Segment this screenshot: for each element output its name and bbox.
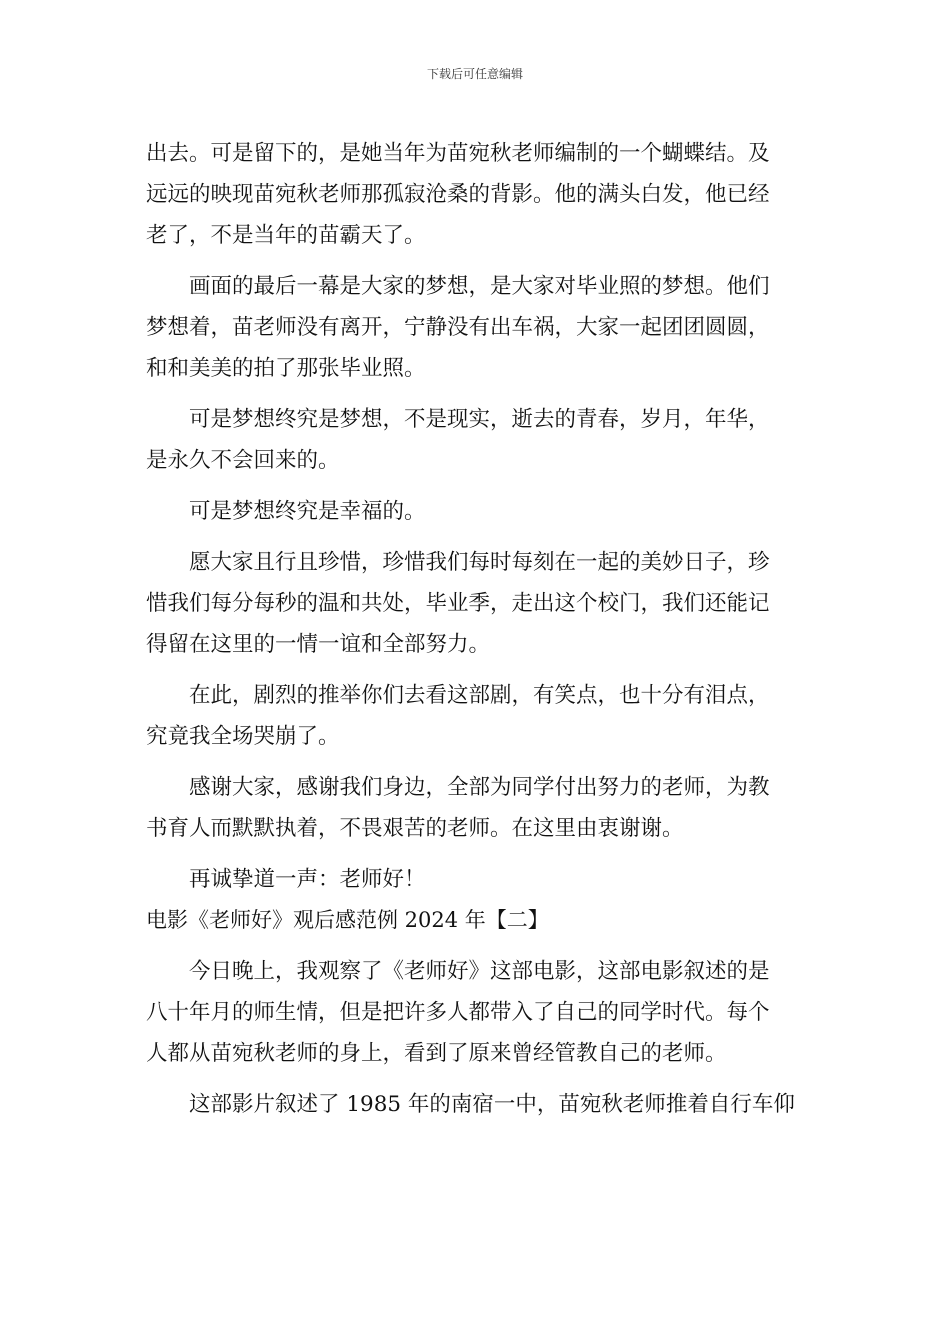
- text-line: 和和美美的拍了那张毕业照。: [146, 356, 426, 381]
- text-line: 是永久不会回来的。: [146, 448, 340, 473]
- text-line: 画面的最后一幕是大家的梦想，是大家对毕业照的梦想。他们: [189, 274, 770, 299]
- text-line: 八十年月的师生情，但是把许多人都带入了自己的同学时代。每个: [146, 1000, 770, 1025]
- section-heading: 电影《老师好》观后感范例 2024 年【二】: [146, 908, 549, 932]
- text-line: 究竟我全场哭崩了。: [146, 724, 340, 749]
- text-line: 书育人而默默执着，不畏艰苦的老师。在这里由衷谢谢。: [146, 816, 684, 841]
- paragraph: [146, 859, 806, 900]
- section-heading-block: [146, 900, 806, 941]
- text-line: 愿大家且行且珍惜，珍惜我们每时每刻在一起的美妙日子，珍: [189, 550, 770, 575]
- paragraph: [146, 266, 806, 389]
- paragraph: [146, 491, 806, 532]
- text-line: 老了，不是当年的苗霸天了。: [146, 223, 426, 248]
- paragraph: [146, 767, 806, 849]
- text-line: 感谢大家，感谢我们身边，全部为同学付出努力的老师，为教: [189, 775, 770, 800]
- text-line: 远远的映现苗宛秋老师那孤寂沧桑的背影。他的满头白发，他已经: [146, 182, 770, 207]
- text-line: 可是梦想终究是幸福的。: [189, 499, 426, 524]
- page-header: 下载后可任意编辑: [426, 67, 523, 81]
- text-line: 可是梦想终究是梦想，不是现实，逝去的青春，岁月，年华，: [189, 407, 770, 432]
- text-line: 今日晚上，我观察了《老师好》这部电影，这部电影叙述的是: [189, 959, 770, 984]
- paragraph: [146, 399, 806, 481]
- text-line: 再诚挚道一声：老师好！: [189, 867, 426, 892]
- document-body: [146, 133, 806, 1125]
- paragraph: [146, 675, 806, 757]
- paragraph: [146, 951, 806, 1074]
- text-line: 人都从苗宛秋老师的身上，看到了原来曾经管教自己的老师。: [146, 1041, 727, 1066]
- text-line: 梦想着，苗老师没有离开，宁静没有出车祸，大家一起团团圆圆，: [146, 315, 770, 340]
- paragraph: [146, 133, 806, 256]
- text-line: 在此，剧烈的推举你们去看这部剧，有笑点，也十分有泪点，: [189, 683, 770, 708]
- paragraph: [146, 542, 806, 665]
- text-line: 这部影片叙述了 1985 年的南宿一中，苗宛秋老师推着自行车仰: [189, 1092, 795, 1117]
- text-line: 出去。可是留下的，是她当年为苗宛秋老师编制的一个蝴蝶结。及: [146, 141, 770, 166]
- paragraph: [146, 1084, 806, 1125]
- text-line: 得留在这里的一情一谊和全部努力。: [146, 632, 491, 657]
- text-line: 惜我们每分每秒的温和共处，毕业季，走出这个校门，我们还能记: [146, 591, 770, 616]
